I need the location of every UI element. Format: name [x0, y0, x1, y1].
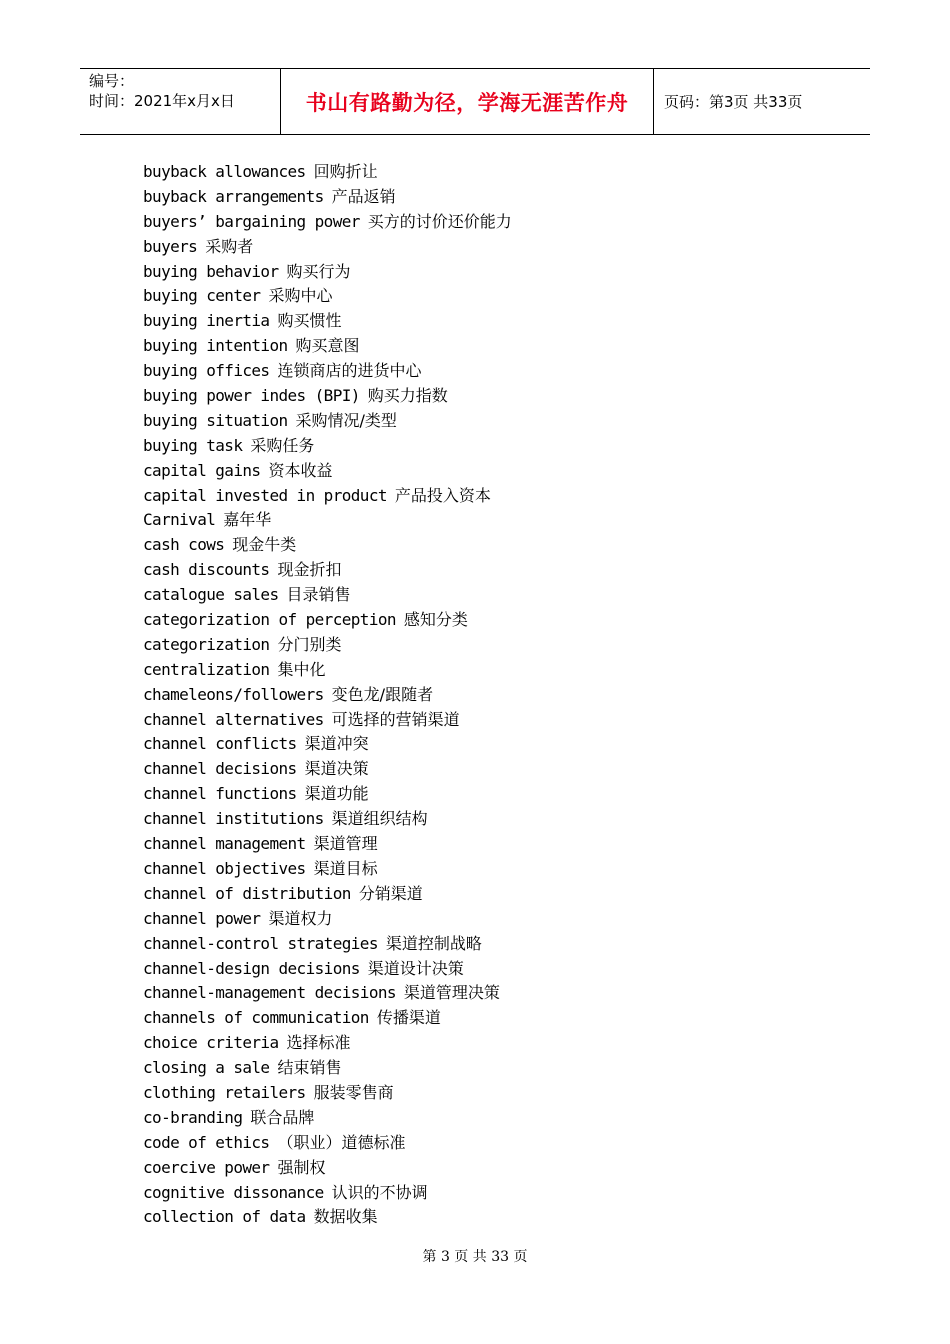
glossary-entry	[143, 1031, 512, 1056]
entry-term: channel-control strategies	[143, 933, 378, 953]
entry-translation: 分销渠道	[358, 883, 423, 903]
entry-translation: 数据收集	[313, 1207, 378, 1227]
entry-translation: （职业）道德标准	[277, 1132, 406, 1152]
glossary-entry	[143, 1181, 512, 1206]
glossary-entry	[143, 533, 512, 558]
document-number-label: 编号：	[89, 72, 135, 90]
entry-translation: 渠道管理	[313, 834, 378, 854]
entry-term: capital invested in product	[143, 485, 387, 505]
entry-translation: 产品投入资本	[394, 485, 491, 505]
entry-term: chameleons/followers	[143, 684, 324, 704]
entry-term: channel of distribution	[143, 883, 351, 903]
entry-translation: 强制权	[277, 1157, 326, 1177]
entry-term: channel power	[143, 908, 261, 928]
entry-term: buying center	[143, 286, 261, 306]
document-date-label: 时间：2021年x月x日	[89, 92, 235, 110]
glossary-entry	[143, 284, 512, 309]
glossary-entry	[143, 1156, 512, 1181]
entry-term: Carnival	[143, 510, 216, 530]
entry-term: choice criteria	[143, 1033, 279, 1053]
glossary-entry	[143, 683, 512, 708]
glossary-entry	[143, 732, 512, 757]
entry-term: catalogue sales	[143, 585, 279, 605]
entry-translation: 选择标准	[286, 1033, 351, 1053]
glossary-entry	[143, 708, 512, 733]
entry-translation: 连锁商店的进货中心	[277, 361, 422, 381]
glossary-entry	[143, 235, 512, 260]
entry-translation: 渠道决策	[304, 759, 369, 779]
entry-term: buying intention	[143, 336, 288, 356]
entry-term: clothing retailers	[143, 1082, 306, 1102]
entry-translation: 变色龙/跟随者	[331, 684, 434, 704]
entry-translation: 采购任务	[250, 435, 315, 455]
glossary-entry	[143, 409, 512, 434]
entry-translation: 嘉年华	[223, 510, 272, 530]
entry-translation: 渠道控制战略	[385, 933, 482, 953]
glossary-entry	[143, 807, 512, 832]
entry-term: channel management	[143, 834, 306, 854]
glossary-entry	[143, 558, 512, 583]
entry-translation: 结束销售	[277, 1058, 342, 1078]
entry-term: channel objectives	[143, 858, 306, 878]
glossary-entry	[143, 782, 512, 807]
entry-term: channel conflicts	[143, 734, 297, 754]
entry-translation: 现金牛类	[232, 535, 297, 555]
entry-term: buyback allowances	[143, 162, 306, 181]
entry-term: cognitive dissonance	[143, 1182, 324, 1202]
glossary-entry	[143, 832, 512, 857]
entry-term: channel alternatives	[143, 709, 324, 729]
entry-translation: 资本收益	[268, 460, 333, 480]
entry-term: co-branding	[143, 1107, 243, 1127]
glossary-entry	[143, 508, 512, 533]
glossary-entry	[143, 1006, 512, 1031]
page-header	[80, 68, 870, 135]
entry-translation: 回购折让	[313, 162, 378, 181]
entry-term: channel functions	[143, 784, 297, 804]
entry-translation: 联合品牌	[250, 1107, 315, 1127]
entry-term: buying power indes (BPI)	[143, 386, 360, 406]
header-page-cell	[654, 69, 870, 134]
glossary-entry	[143, 1056, 512, 1081]
header-motto-cell	[281, 69, 654, 134]
entry-term: channel institutions	[143, 809, 324, 829]
entry-translation: 购买力指数	[367, 386, 448, 406]
entry-translation: 传播渠道	[376, 1008, 441, 1028]
glossary-entry	[143, 334, 512, 359]
glossary-entry	[143, 583, 512, 608]
entry-translation: 渠道权力	[268, 908, 333, 928]
entry-term: buying behavior	[143, 261, 279, 281]
glossary-entry	[143, 658, 512, 683]
entry-translation: 买方的讨价还价能力	[367, 211, 512, 231]
entry-translation: 渠道组织结构	[331, 809, 428, 829]
entry-term: collection of data	[143, 1207, 306, 1227]
glossary-entry	[143, 459, 512, 484]
entry-term: buyers	[143, 236, 198, 256]
header-meta	[80, 69, 281, 134]
glossary-entry	[143, 185, 512, 210]
glossary-entry	[143, 957, 512, 982]
glossary-entry	[143, 484, 512, 509]
entry-term: channel-design decisions	[143, 958, 360, 978]
entry-translation: 感知分类	[403, 610, 468, 630]
glossary-entry	[143, 309, 512, 334]
entry-translation: 集中化	[277, 659, 326, 679]
glossary-entry	[143, 210, 512, 235]
entry-term: coercive power	[143, 1157, 270, 1177]
entry-term: buying situation	[143, 410, 288, 430]
glossary-entry	[143, 260, 512, 285]
glossary-entry	[143, 434, 512, 459]
glossary-entry	[143, 359, 512, 384]
entry-translation: 现金折扣	[277, 560, 342, 580]
glossary-entry	[143, 857, 512, 882]
glossary-list	[143, 160, 512, 1230]
header-page-number: 页码：第3页 共33页	[664, 93, 803, 111]
entry-translation: 认识的不协调	[331, 1182, 428, 1202]
glossary-entry	[143, 1131, 512, 1156]
entry-term: cash cows	[143, 535, 225, 555]
entry-translation: 产品返销	[331, 186, 396, 206]
glossary-entry	[143, 907, 512, 932]
entry-translation: 目录销售	[286, 585, 351, 605]
entry-term: buying inertia	[143, 311, 270, 331]
entry-term: capital gains	[143, 460, 261, 480]
entry-term: buying task	[143, 435, 243, 455]
entry-term: channel-management decisions	[143, 983, 396, 1003]
entry-translation: 购买行为	[286, 261, 351, 281]
glossary-entry	[143, 981, 512, 1006]
entry-translation: 购买惯性	[277, 311, 342, 331]
entry-term: buyback arrangements	[143, 186, 324, 206]
glossary-entry	[143, 608, 512, 633]
glossary-entry	[143, 160, 512, 185]
entry-term: channels of communication	[143, 1008, 369, 1028]
glossary-entry	[143, 932, 512, 957]
glossary-entry	[143, 384, 512, 409]
entry-translation: 渠道管理决策	[403, 983, 500, 1003]
entry-translation: 渠道冲突	[304, 734, 369, 754]
entry-translation: 可选择的营销渠道	[331, 709, 460, 729]
page-footer: 第 3 页 共 33 页	[422, 1249, 528, 1265]
entry-translation: 购买意图	[295, 336, 360, 356]
entry-translation: 采购中心	[268, 286, 333, 306]
entry-translation: 服装零售商	[313, 1082, 394, 1102]
glossary-entry	[143, 1205, 512, 1230]
entry-translation: 采购情况/类型	[295, 410, 397, 430]
header-motto: 书山有路勤为径，学海无涯苦作舟	[305, 90, 629, 115]
entry-translation: 渠道目标	[313, 858, 378, 878]
entry-term: channel decisions	[143, 759, 297, 779]
entry-term: closing a sale	[143, 1058, 270, 1078]
entry-term: centralization	[143, 659, 270, 679]
entry-term: code of ethics	[143, 1132, 270, 1152]
glossary-entry	[143, 1106, 512, 1131]
entry-translation: 渠道设计决策	[367, 958, 464, 978]
entry-term: buying offices	[143, 361, 270, 381]
entry-term: buyers’ bargaining power	[143, 211, 360, 231]
glossary-entry	[143, 1081, 512, 1106]
entry-term: cash discounts	[143, 560, 270, 580]
entry-translation: 分门别类	[277, 634, 342, 654]
glossary-entry	[143, 633, 512, 658]
entry-term: categorization of perception	[143, 610, 396, 630]
glossary-entry	[143, 882, 512, 907]
entry-translation: 渠道功能	[304, 784, 369, 804]
glossary-entry	[143, 757, 512, 782]
entry-translation: 采购者	[205, 236, 254, 256]
entry-term: categorization	[143, 634, 270, 654]
